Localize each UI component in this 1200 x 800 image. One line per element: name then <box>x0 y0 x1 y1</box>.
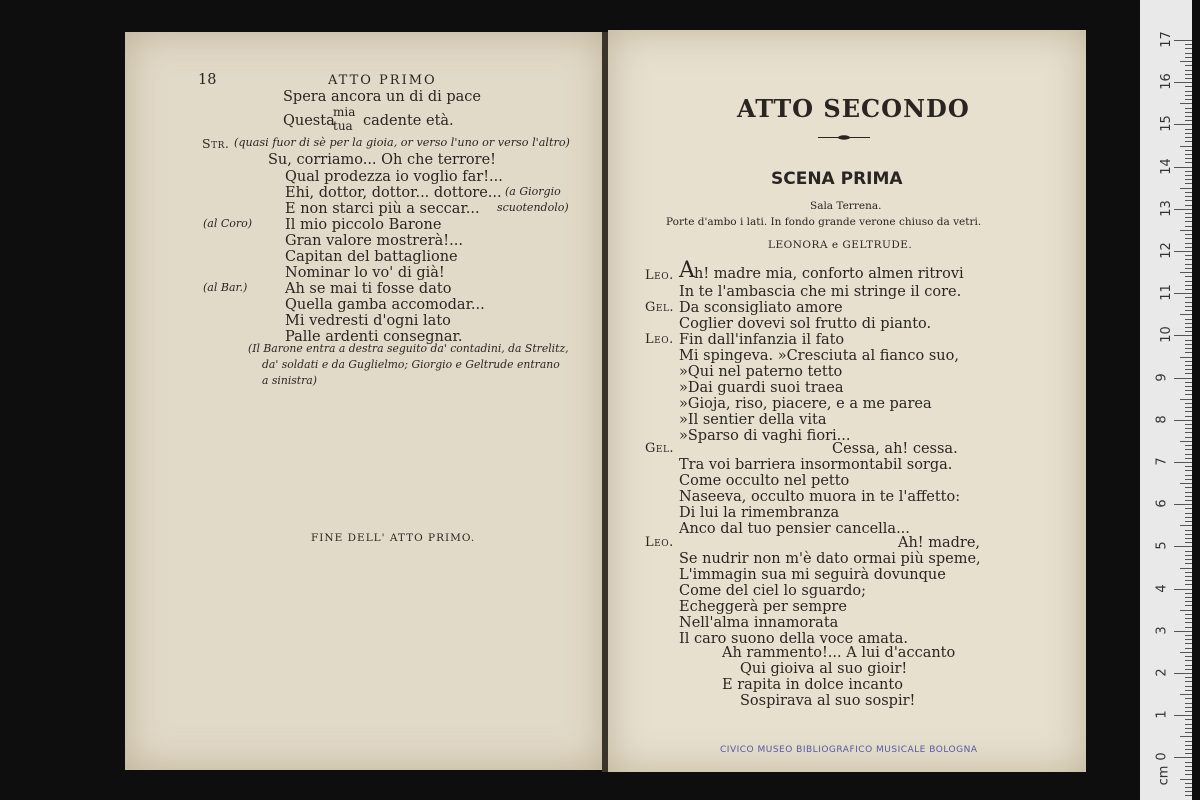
ruler-tick <box>1180 610 1192 611</box>
ruler-tick <box>1185 648 1192 649</box>
ruler-tick <box>1185 492 1192 493</box>
ruler-tick <box>1185 276 1192 277</box>
ruler-number-13: 13 <box>1158 200 1174 217</box>
ruler-tick <box>1185 791 1192 792</box>
characters-line: LEONORA e GELTRUDE. <box>768 239 913 251</box>
fine-atto-primo: FINE DELL' ATTO PRIMO. <box>311 532 476 544</box>
right-verse-line-15: Anco dal tuo pensier cancella... <box>679 521 910 537</box>
ruler-tick <box>1185 711 1192 712</box>
right-verse-line-8: »Il sentier della vita <box>679 412 827 428</box>
ruler-tick <box>1185 361 1192 362</box>
ruler-tick <box>1185 643 1192 644</box>
ruler-tick <box>1174 757 1192 758</box>
ruler-tick <box>1185 179 1192 180</box>
ruler-tick <box>1185 268 1192 269</box>
library-stamp: CIVICO MUSEO BIBLIOGRAFICO MUSICALE BOLOGNA <box>720 745 978 755</box>
ruler-tick <box>1185 753 1192 754</box>
left-verse-line-12: Quella gamba accomodar... <box>285 297 485 313</box>
left-verse-line-8: Gran valore mostrerà!... <box>285 233 463 249</box>
ruler-tick <box>1185 437 1192 438</box>
ruler-tick <box>1185 411 1192 412</box>
ruler-tick <box>1180 652 1192 653</box>
left-verse-line-3: Su, corriamo... Oh che terrore! <box>268 152 496 168</box>
ruler-tick <box>1180 61 1192 62</box>
ruler-tick <box>1185 175 1192 176</box>
setting-line-1: Sala Terrena. <box>810 200 882 212</box>
left-verse-line-6: E non starci più a seccar... <box>285 201 480 217</box>
speaker-label-1: Gel. <box>645 300 675 315</box>
ruler-tick <box>1174 82 1192 83</box>
ruler-tick <box>1180 736 1192 737</box>
right-verse-line-24: Qui gioiva al suo gioir! <box>740 661 908 677</box>
ruler-tick <box>1185 475 1192 476</box>
ruler-tick <box>1185 53 1192 54</box>
ruler-tick <box>1174 673 1192 674</box>
ruler-tick <box>1185 538 1192 539</box>
ruler-tick <box>1185 57 1192 58</box>
ruler-tick <box>1180 103 1192 104</box>
ruler-tick <box>1185 394 1192 395</box>
aside-giorgio-2: scuotendolo) <box>497 201 569 214</box>
ruler-tick <box>1185 183 1192 184</box>
ruler-tick <box>1185 635 1192 636</box>
left-verse-line-1: Questa <box>283 113 335 129</box>
ruler-tick <box>1185 259 1192 260</box>
ruler-tick <box>1185 741 1192 742</box>
ruler-tick <box>1185 78 1192 79</box>
ruler-tick <box>1180 694 1192 695</box>
ruler-tick <box>1185 749 1192 750</box>
ruler-tick <box>1185 770 1192 771</box>
running-head: ATTO PRIMO <box>328 73 437 88</box>
ruler-tick <box>1185 445 1192 446</box>
ruler-tick <box>1185 787 1192 788</box>
ruler-tick <box>1185 622 1192 623</box>
right-verse-line-25: E rapita in dolce incanto <box>722 677 903 693</box>
ruler-tick <box>1185 108 1192 109</box>
ruler-number-2: 2 <box>1154 668 1170 677</box>
ruler-tick <box>1185 306 1192 307</box>
ruler-tick <box>1185 627 1192 628</box>
ruler-tick <box>1185 302 1192 303</box>
ruler-tick <box>1185 551 1192 552</box>
right-verse-line-20: Echeggerà per sempre <box>679 599 847 615</box>
right-verse-line-5: »Qui nel paterno tetto <box>679 364 843 380</box>
ruler-tick <box>1185 386 1192 387</box>
left-verse-line-0: Spera ancora un di di pace <box>283 89 481 105</box>
ruler-tick <box>1185 530 1192 531</box>
right-verse-line-2: Coglier dovevi sol frutto di pianto. <box>679 316 932 332</box>
act-title: ATTO SECONDO <box>737 94 970 123</box>
ruler-tick <box>1185 728 1192 729</box>
ruler-tick <box>1185 580 1192 581</box>
ruler-tick <box>1185 572 1192 573</box>
ruler-tick <box>1180 314 1192 315</box>
ruler-tick <box>1185 74 1192 75</box>
ruler-tick <box>1174 546 1192 547</box>
ruler-tick <box>1185 466 1192 467</box>
ruler-number-0: 0 <box>1154 752 1170 762</box>
ruler-tick <box>1185 656 1192 657</box>
ruler-tick <box>1174 715 1192 716</box>
setting-line-2: Porte d'ambo i lati. In fondo grande verone chiuso da vetri. <box>666 216 982 228</box>
ruler-tick <box>1174 251 1192 252</box>
ruler-number-5: 5 <box>1154 541 1170 551</box>
ruler-tick <box>1180 399 1192 400</box>
ruler-tick <box>1185 766 1192 767</box>
left-verse-line-14: Palle ardenti consegnar. <box>285 329 463 345</box>
ruler-tick <box>1174 504 1192 505</box>
stage-final-3: a sinistra) <box>262 374 317 387</box>
ruler-tick <box>1185 745 1192 746</box>
ruler-number-1: 1 <box>1154 710 1170 719</box>
ruler-tick <box>1174 209 1192 210</box>
ruler-tick <box>1180 568 1192 569</box>
ruler-tick <box>1185 593 1192 594</box>
left-verse-line-5: Ehi, dottor, dottor... dottore... <box>285 185 502 201</box>
ruler-tick <box>1185 44 1192 45</box>
right-verse-line-22: Il caro suono della voce amata. <box>679 631 908 647</box>
ornament-divider-icon <box>818 135 870 140</box>
right-verse-line-10: Cessa, ah! cessa. <box>832 441 958 457</box>
ruler-tick <box>1185 681 1192 682</box>
ruler-tick <box>1185 264 1192 265</box>
ruler-tick <box>1185 196 1192 197</box>
right-verse-line-4: Mi spingeva. »Cresciuta al fianco suo, <box>679 348 959 364</box>
ruler-tick <box>1185 669 1192 670</box>
ruler-tick <box>1185 86 1192 87</box>
left-verse-line-11: Ah se mai ti fosse dato <box>285 281 452 297</box>
ruler-tick <box>1185 458 1192 459</box>
right-verse-line-14: Di lui la rimembranza <box>679 505 840 521</box>
ruler-tick <box>1185 496 1192 497</box>
ruler-tick <box>1180 146 1192 147</box>
ruler-tick <box>1185 373 1192 374</box>
ruler-tick <box>1185 331 1192 332</box>
ruler-tick <box>1185 297 1192 298</box>
right-verse-line-0: In te l'ambascia che mi stringe il core. <box>679 284 962 300</box>
ruler-tick <box>1180 483 1192 484</box>
left-verse-line-10: Nominar lo vo' di già! <box>285 265 445 281</box>
ruler-tick <box>1185 601 1192 602</box>
ruler-tick <box>1185 310 1192 311</box>
ruler-tick <box>1185 48 1192 49</box>
ruler-number-11: 11 <box>1158 284 1174 301</box>
ruler-tick <box>1185 120 1192 121</box>
ruler-tick <box>1185 479 1192 480</box>
ruler-tick <box>1185 605 1192 606</box>
ruler-tick <box>1185 416 1192 417</box>
ruler-tick <box>1185 563 1192 564</box>
ruler-tick <box>1185 454 1192 455</box>
ruler-tick <box>1180 357 1192 358</box>
ruler-unit: cm <box>1156 765 1172 786</box>
ruler-tick <box>1185 513 1192 514</box>
ruler-tick <box>1185 217 1192 218</box>
ruler-tick <box>1185 428 1192 429</box>
ruler-tick <box>1185 403 1192 404</box>
ruler-tick <box>1174 167 1192 168</box>
aside-coro: (al Coro) <box>203 217 253 230</box>
ruler-tick <box>1185 226 1192 227</box>
ruler-tick <box>1185 508 1192 509</box>
speaker-str: Str. <box>202 136 230 151</box>
ruler-tick <box>1185 795 1192 796</box>
right-verse-line-6: »Dai guardi suoi traea <box>679 380 844 396</box>
stage-final-1: (Il Barone entra a destra seguito da' contadini, da Strelitz, <box>248 342 569 355</box>
right-verse-line-23: Ah rammento!... A lui d'accanto <box>722 645 956 661</box>
ruler-tick <box>1185 677 1192 678</box>
ruler-number-4: 4 <box>1154 583 1170 593</box>
ruler-tick <box>1185 500 1192 501</box>
ruler-tick <box>1185 660 1192 661</box>
ruler-tick <box>1185 281 1192 282</box>
ruler-tick <box>1185 319 1192 320</box>
right-verse-line-17: Se nudrir non m'è dato ormai più speme, <box>679 551 981 567</box>
ruler-tick <box>1185 365 1192 366</box>
ruler-tick <box>1185 521 1192 522</box>
ruler-tick <box>1185 614 1192 615</box>
ruler-tick <box>1180 779 1192 780</box>
ruler-tick <box>1185 432 1192 433</box>
ruler-number-16: 16 <box>1158 73 1174 90</box>
left-verse-line-9: Capitan del battaglione <box>285 249 458 265</box>
ruler-tick <box>1185 129 1192 130</box>
ruler-number-10: 10 <box>1158 326 1174 344</box>
stage-final-2: da' soldati e da Guglielmo; Giorgio e Geltrude entrano <box>262 358 560 371</box>
ruler-number-14: 14 <box>1158 157 1174 175</box>
ruler-tick <box>1185 618 1192 619</box>
ruler-tick <box>1185 449 1192 450</box>
ruler-tick <box>1185 703 1192 704</box>
ruler-tick <box>1185 559 1192 560</box>
ruler-number-17: 17 <box>1158 31 1174 48</box>
ruler-tick <box>1180 230 1192 231</box>
ruler-tick <box>1174 335 1192 336</box>
word-tua: tua <box>333 119 353 133</box>
ruler-tick <box>1174 420 1192 421</box>
ruler-tick <box>1185 576 1192 577</box>
right-verse-line-18: L'immagin sua mi seguirà dovunque <box>679 567 946 583</box>
ruler-tick <box>1185 534 1192 535</box>
ruler-tick <box>1185 141 1192 142</box>
ruler-tick <box>1185 555 1192 556</box>
ruler-tick <box>1185 255 1192 256</box>
ruler-tick <box>1185 247 1192 248</box>
ruler-tick <box>1185 285 1192 286</box>
ruler-tick <box>1185 192 1192 193</box>
word-mia: mia <box>333 105 356 119</box>
left-verse-line-7: Il mio piccolo Barone <box>285 217 442 233</box>
ruler-tick <box>1185 221 1192 222</box>
ruler-tick <box>1185 698 1192 699</box>
ruler-number-7: 7 <box>1154 457 1170 466</box>
ruler-tick <box>1185 352 1192 353</box>
ruler-tick <box>1185 407 1192 408</box>
ruler-tick <box>1185 487 1192 488</box>
ruler-tick <box>1185 732 1192 733</box>
ruler-tick <box>1185 154 1192 155</box>
ruler-tick <box>1174 40 1192 41</box>
ruler-tick <box>1185 205 1192 206</box>
right-verse-line-13: Naseeva, occulto muora in te l'affetto: <box>679 489 961 505</box>
ruler-tick <box>1185 382 1192 383</box>
ruler-tick <box>1185 762 1192 763</box>
ruler-tick <box>1174 124 1192 125</box>
ruler-tick <box>1180 272 1192 273</box>
ruler-number-3: 3 <box>1154 626 1170 635</box>
ruler-number-15: 15 <box>1158 115 1174 133</box>
ruler-tick <box>1174 378 1192 379</box>
left-verse-line-4: Qual prodezza io voglio far!... <box>285 169 503 185</box>
ruler-tick <box>1185 65 1192 66</box>
ruler-tick <box>1185 162 1192 163</box>
speaker-label-3: Gel. <box>645 441 675 456</box>
ruler-tick <box>1185 719 1192 720</box>
ruler-tick <box>1185 665 1192 666</box>
ruler-tick <box>1185 690 1192 691</box>
ruler-tick <box>1185 327 1192 328</box>
ruler-tick <box>1185 112 1192 113</box>
ruler-tick <box>1185 243 1192 244</box>
ruler-number-8: 8 <box>1154 415 1170 424</box>
dropcap: A <box>679 258 695 283</box>
ruler-tick <box>1174 589 1192 590</box>
ruler-tick <box>1185 686 1192 687</box>
speaker-label-4: Leo. <box>645 535 674 550</box>
right-verse-line-26: Sospirava al suo sospir! <box>740 693 916 709</box>
ruler-tick <box>1185 133 1192 134</box>
ruler-tick <box>1185 597 1192 598</box>
right-verse-line-19: Come del ciel lo sguardo; <box>679 583 866 599</box>
ruler-tick <box>1180 188 1192 189</box>
ruler-tick <box>1185 95 1192 96</box>
ruler-tick <box>1185 91 1192 92</box>
left-verse-line-13: Mi vedresti d'ogni lato <box>285 313 451 329</box>
ruler-tick <box>1180 441 1192 442</box>
left-verse-line-2: cadente età. <box>363 113 454 129</box>
aside-giorgio-1: (a Giorgio <box>505 185 561 198</box>
ruler-tick <box>1185 774 1192 775</box>
ruler-tick <box>1185 158 1192 159</box>
speaker-label-2: Leo. <box>645 332 674 347</box>
ruler-tick <box>1185 238 1192 239</box>
ruler-tick <box>1185 137 1192 138</box>
ruler-tick <box>1185 707 1192 708</box>
measuring-ruler <box>1140 0 1192 800</box>
page-number: 18 <box>198 72 217 88</box>
ruler-tick <box>1185 171 1192 172</box>
ruler-tick <box>1185 470 1192 471</box>
ruler-tick <box>1185 116 1192 117</box>
ruler-tick <box>1185 390 1192 391</box>
ruler-tick <box>1185 724 1192 725</box>
aside-bar: (al Bar.) <box>203 281 248 294</box>
right-verse-line-3: Fin dall'infanzia il fato <box>679 332 845 348</box>
ruler-tick <box>1185 340 1192 341</box>
ruler-tick <box>1185 348 1192 349</box>
right-verse-line-7: »Gioja, riso, piacere, e a me parea <box>679 396 932 412</box>
ruler-tick <box>1185 70 1192 71</box>
ruler-tick <box>1185 424 1192 425</box>
scene-title: SCENA PRIMA <box>771 169 903 189</box>
right-verse-line-11: Tra voi barriera insormontabil sorga. <box>679 457 953 473</box>
ruler-number-12: 12 <box>1158 242 1174 259</box>
ruler-number-9: 9 <box>1154 372 1170 382</box>
ruler-tick <box>1185 517 1192 518</box>
ruler-tick <box>1185 584 1192 585</box>
ruler-tick <box>1185 234 1192 235</box>
ruler-tick <box>1185 344 1192 345</box>
ruler-tick <box>1185 213 1192 214</box>
ruler-tick <box>1185 150 1192 151</box>
ruler-tick <box>1185 200 1192 201</box>
ruler-tick <box>1185 783 1192 784</box>
stage-direction-str: (quasi fuor di sè per la gioia, or verso l'uno or verso l'altro) <box>234 136 570 149</box>
right-verse-line-21: Nell'alma innamorata <box>679 615 839 631</box>
ruler-tick <box>1185 289 1192 290</box>
ruler-number-6: 6 <box>1154 499 1170 508</box>
speaker-label-0: Leo. <box>645 268 674 283</box>
first-verse-line: h! madre mia, conforto almen ritrovi <box>694 266 964 282</box>
ruler-tick <box>1185 323 1192 324</box>
ruler-tick <box>1174 293 1192 294</box>
ruler-tick <box>1174 462 1192 463</box>
right-verse-line-9: »Sparso di vaghi fiori... <box>679 428 851 444</box>
ruler-tick <box>1180 525 1192 526</box>
right-verse-line-1: Da sconsigliato amore <box>679 300 843 316</box>
right-verse-line-12: Come occulto nel petto <box>679 473 850 489</box>
ruler-tick <box>1174 631 1192 632</box>
ruler-tick <box>1185 99 1192 100</box>
ruler-tick <box>1185 542 1192 543</box>
ruler-tick <box>1185 639 1192 640</box>
right-verse-line-16: Ah! madre, <box>898 535 981 551</box>
ruler-tick <box>1185 369 1192 370</box>
